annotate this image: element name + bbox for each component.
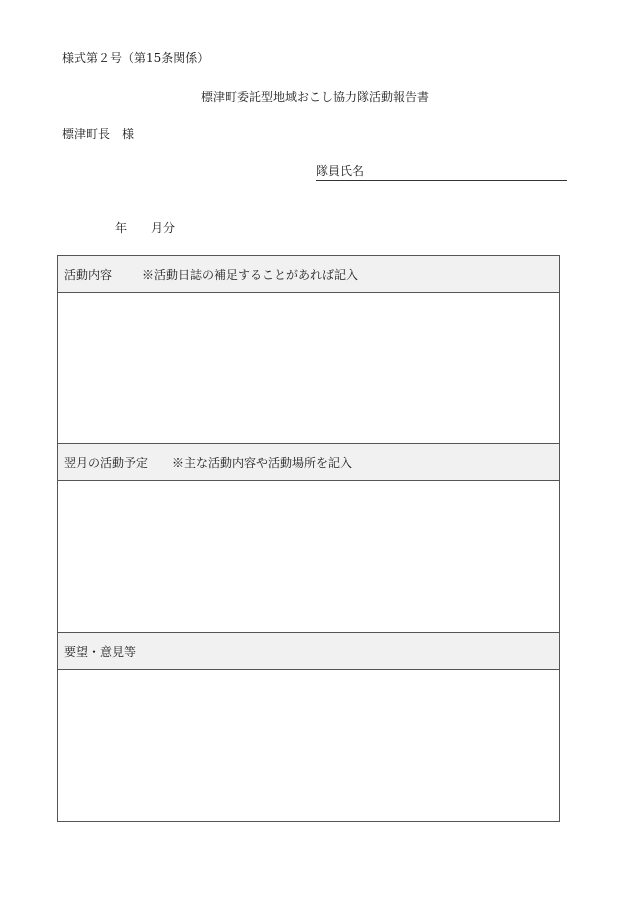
member-name-label: 隊員氏名 xyxy=(316,164,365,178)
addressee-name: 標津町長 xyxy=(62,127,111,141)
report-period xyxy=(115,219,175,236)
addressee-honorific: 様 xyxy=(122,127,135,141)
next-month-plan-field[interactable] xyxy=(58,481,559,632)
requests-opinions-field[interactable] xyxy=(58,670,559,821)
section-header xyxy=(58,256,559,293)
section-label: 要望・意見等 xyxy=(64,644,137,659)
section-activity-content xyxy=(57,255,560,444)
section-label: 翌月の活動予定 xyxy=(64,455,149,470)
section-header xyxy=(58,633,559,670)
activity-content-field[interactable] xyxy=(58,293,559,443)
addressee xyxy=(62,125,134,142)
member-name-field[interactable] xyxy=(316,162,567,181)
section-requests-opinions xyxy=(57,632,560,822)
section-note: ※活動日誌の補足することがあれば記入 xyxy=(142,267,359,282)
document-title: 標津町委託型地域おこし協力隊活動報告書 xyxy=(200,90,429,104)
section-next-month-plan xyxy=(57,443,560,633)
section-header xyxy=(58,444,559,481)
year-label: 年 xyxy=(115,221,128,235)
section-label: 活動内容 xyxy=(64,267,113,282)
month-label: 月分 xyxy=(151,221,176,235)
form-number: 様式第２号（第15条関係） xyxy=(62,51,210,65)
section-note: ※主な活動内容や活動場所を記入 xyxy=(172,455,353,470)
